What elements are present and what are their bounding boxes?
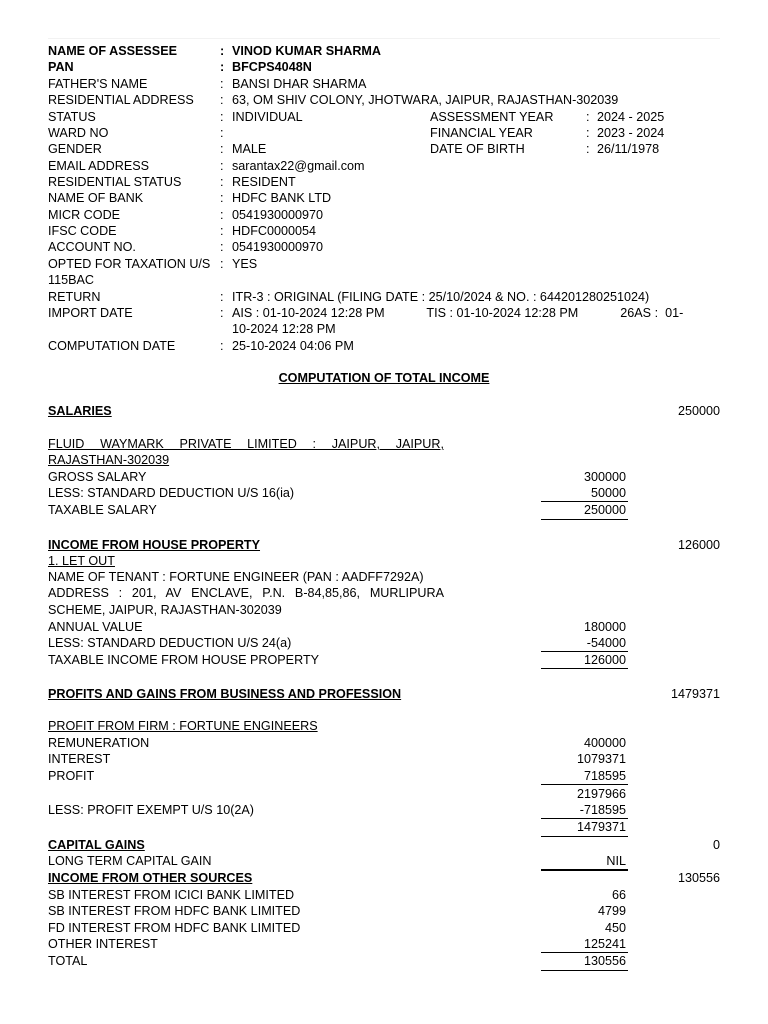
field-value: MALE <box>232 142 267 156</box>
field-label: GENDER <box>48 142 102 156</box>
separator: : <box>220 208 224 222</box>
row-amount: 180000 <box>583 620 626 634</box>
section-heading: CAPITAL GAINS <box>48 838 145 852</box>
field-value: RESIDENT <box>232 175 296 189</box>
field-value: INDIVIDUAL <box>232 110 303 124</box>
row-label: LONG TERM CAPITAL GAIN <box>48 854 212 868</box>
separator: : <box>220 257 224 271</box>
field-label: NAME OF BANK <box>48 191 144 205</box>
rule <box>541 784 628 785</box>
rule <box>541 970 628 971</box>
row-amount: NIL <box>606 854 626 868</box>
row-label: ANNUAL VALUE <box>48 620 143 634</box>
field-value: AIS : 01-10-2024 12:28 PM TIS : 01-10-2024 12:28 PM 26AS : 01-10-2024 12:28 PM <box>232 306 684 336</box>
page-top-rule <box>48 38 720 39</box>
sub-heading: 1. LET OUT <box>48 554 115 568</box>
field-label: NAME OF ASSESSEE <box>48 44 177 58</box>
row-label: TOTAL <box>48 954 88 968</box>
field-label: RESIDENTIAL ADDRESS <box>48 93 194 107</box>
row-amount: 66 <box>611 888 626 902</box>
separator: : <box>220 159 224 173</box>
row-amount: 50000 <box>590 486 626 500</box>
separator: : <box>220 93 224 107</box>
separator: : <box>586 126 590 140</box>
field-value: 25-10-2024 04:06 PM <box>232 339 354 353</box>
employer-line: RAJASTHAN-302039 <box>48 453 170 467</box>
field-value: 2023 - 2024 <box>597 126 665 140</box>
field-value: ITR-3 : ORIGINAL (FILING DATE : 25/10/2024 & NO. : 644201280251024) <box>232 290 650 304</box>
separator: : <box>586 110 590 124</box>
section-heading: INCOME FROM OTHER SOURCES <box>48 871 253 885</box>
separator: : <box>220 142 224 156</box>
row-amount: 2197966 <box>576 787 626 801</box>
row-amount: 400000 <box>583 736 626 750</box>
tenant-address: SCHEME, JAIPUR, RAJASTHAN-302039 <box>48 603 282 617</box>
field-label: WARD NO <box>48 126 109 140</box>
row-amount: 250000 <box>583 503 626 517</box>
field-value: HDFC0000054 <box>232 224 317 238</box>
separator: : <box>220 60 225 74</box>
separator: : <box>220 44 225 58</box>
sub-heading: PROFIT FROM FIRM : FORTUNE ENGINEERS <box>48 719 318 733</box>
field-value: sarantax22@gmail.com <box>232 159 365 173</box>
row-amount: -54000 <box>586 636 626 650</box>
field-value: 26/11/1978 <box>597 142 660 156</box>
field-label: FINANCIAL YEAR <box>430 126 533 140</box>
separator: : <box>220 306 224 320</box>
rule <box>541 668 628 669</box>
separator: : <box>220 175 224 189</box>
row-amount: 300000 <box>583 470 626 484</box>
field-label: MICR CODE <box>48 208 121 222</box>
field-label: FATHER'S NAME <box>48 77 148 91</box>
row-label: TAXABLE SALARY <box>48 503 157 517</box>
field-value: VINOD KUMAR SHARMA <box>232 44 382 58</box>
field-value: 63, OM SHIV COLONY, JHOTWARA, JAIPUR, RAJASTHAN-302039 <box>232 93 619 107</box>
section-total: 130556 <box>677 871 720 885</box>
separator: : <box>586 142 590 156</box>
rule <box>541 519 628 520</box>
field-label: DATE OF BIRTH <box>430 142 525 156</box>
field-value: 0541930000970 <box>232 240 324 254</box>
row-amount: 130556 <box>583 954 626 968</box>
row-label: SB INTEREST FROM HDFC BANK LIMITED <box>48 904 301 918</box>
tenant-address: ADDRESS : 201, AV ENCLAVE, P.N. B-84,85,86, MURLIPURA <box>48 586 444 600</box>
separator: : <box>220 290 224 304</box>
separator: : <box>220 240 224 254</box>
row-label: FD INTEREST FROM HDFC BANK LIMITED <box>48 921 301 935</box>
section-total: 126000 <box>677 538 720 552</box>
row-amount: -718595 <box>579 803 626 817</box>
row-label: SB INTEREST FROM ICICI BANK LIMITED <box>48 888 295 902</box>
field-label: PAN <box>48 60 74 74</box>
section-heading: PROFITS AND GAINS FROM BUSINESS AND PROFESSION <box>48 687 402 701</box>
row-label: OTHER INTEREST <box>48 937 158 951</box>
separator: : <box>220 126 224 140</box>
row-label: LESS: PROFIT EXEMPT U/S 10(2A) <box>48 803 254 817</box>
section-heading: SALARIES <box>48 404 112 418</box>
field-label: IFSC CODE <box>48 224 117 238</box>
field-value: HDFC BANK LTD <box>232 191 332 205</box>
row-amount: 1079371 <box>576 752 626 766</box>
field-label: STATUS <box>48 110 96 124</box>
section-heading: INCOME FROM HOUSE PROPERTY <box>48 538 261 552</box>
row-amount: 1479371 <box>576 820 626 834</box>
field-label: ACCOUNT NO. <box>48 240 136 254</box>
field-value: 0541930000970 <box>232 208 324 222</box>
separator: : <box>220 224 224 238</box>
section-total: 0 <box>712 838 720 852</box>
field-label: IMPORT DATE <box>48 306 133 320</box>
row-label: INTEREST <box>48 752 111 766</box>
row-amount: 450 <box>604 921 626 935</box>
separator: : <box>220 191 224 205</box>
field-label: OPTED FOR TAXATION U/S 115BAC <box>48 257 211 287</box>
separator: : <box>220 339 224 353</box>
row-amount: 126000 <box>583 653 626 667</box>
row-amount: 718595 <box>583 769 626 783</box>
field-label: ASSESSMENT YEAR <box>430 110 554 124</box>
row-label: LESS: STANDARD DEDUCTION U/S 16(ia) <box>48 486 295 500</box>
row-label: GROSS SALARY <box>48 470 147 484</box>
row-label: PROFIT <box>48 769 95 783</box>
row-amount: 4799 <box>597 904 626 918</box>
separator: : <box>220 110 224 124</box>
separator: : <box>220 77 224 91</box>
section-total: 1479371 <box>670 687 720 701</box>
field-value: BFCPS4048N <box>232 60 312 74</box>
section-total: 250000 <box>677 404 720 418</box>
field-label: RESIDENTIAL STATUS <box>48 175 182 189</box>
employer-line: FLUID WAYMARK PRIVATE LIMITED : JAIPUR, JAIPUR, <box>48 437 444 451</box>
field-label: RETURN <box>48 290 101 304</box>
row-amount: 125241 <box>583 937 626 951</box>
row-label: TAXABLE INCOME FROM HOUSE PROPERTY <box>48 653 320 667</box>
field-value: 2024 - 2025 <box>597 110 665 124</box>
field-label: COMPUTATION DATE <box>48 339 176 353</box>
field-label: EMAIL ADDRESS <box>48 159 150 173</box>
row-label: LESS: STANDARD DEDUCTION U/S 24(a) <box>48 636 292 650</box>
tenant-name: NAME OF TENANT : FORTUNE ENGINEER (PAN : AADFF7292A) <box>48 570 424 584</box>
computation-title: COMPUTATION OF TOTAL INCOME <box>278 371 490 385</box>
field-value: YES <box>232 257 258 271</box>
field-value: BANSI DHAR SHARMA <box>232 77 367 91</box>
row-label: REMUNERATION <box>48 736 150 750</box>
